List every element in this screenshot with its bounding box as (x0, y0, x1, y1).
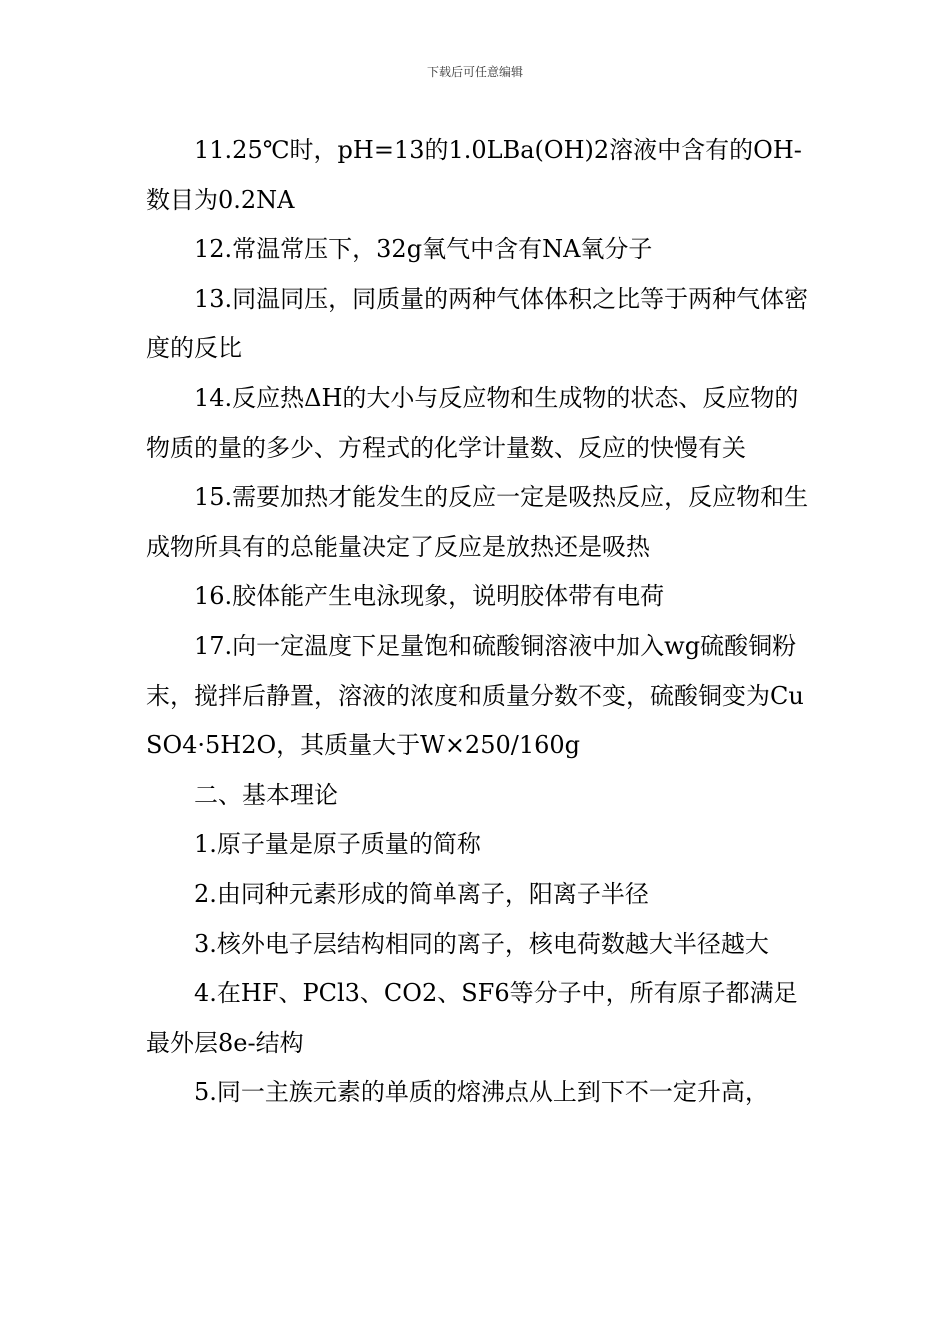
paragraph-16: 16.胶体能产生电泳现象，说明胶体带有电荷 (194, 582, 665, 611)
paragraph-theory-3: 3.核外电子层结构相同的离子，核电荷数越大半径越大 (194, 929, 769, 958)
page-header: 下载后可任意编辑 (426, 65, 523, 79)
document-body (146, 126, 816, 1118)
paragraph-12: 12.常温常压下，32g氧气中含有NA氧分子 (194, 235, 653, 264)
paragraph-13: 13.同温同压，同质量的两种气体体积之比等于两种气体密度的反比 (146, 284, 809, 363)
paragraph-theory-5: 5.同一主族元素的单质的熔沸点从上到下不一定升高， (194, 1078, 769, 1107)
section-heading-basic-theory: 二、基本理论 (194, 780, 338, 809)
paragraph-theory-2: 2.由同种元素形成的简单离子，阳离子半径 (194, 879, 649, 908)
paragraph-14: 14.反应热ΔH的大小与反应物和生成物的状态、反应物的物质的量的多少、方程式的化学计量数、反应的快慢有关 (146, 383, 799, 462)
paragraph-11: 11.25℃时，pH=13的1.0LBa(OH)2溶液中含有的OH-数目为0.2NA (146, 136, 802, 214)
paragraph-15: 15.需要加热才能发生的反应一定是吸热反应，反应物和生成物所具有的总能量决定了反应是放热还是吸热 (146, 483, 809, 561)
paragraph-theory-4: 4.在HF、PCl3、CO2、SF6等分子中，所有原子都满足最外层8e-结构 (146, 979, 798, 1057)
paragraph-theory-1: 1.原子量是原子质量的简称 (194, 830, 481, 859)
paragraph-17: 17.向一定温度下足量饱和硫酸铜溶液中加入wg硫酸铜粉末，搅拌后静置，溶液的浓度和质量分数不变，硫酸铜变为CuSO4·5H2O，其质量大于W×250/160g (146, 631, 804, 760)
